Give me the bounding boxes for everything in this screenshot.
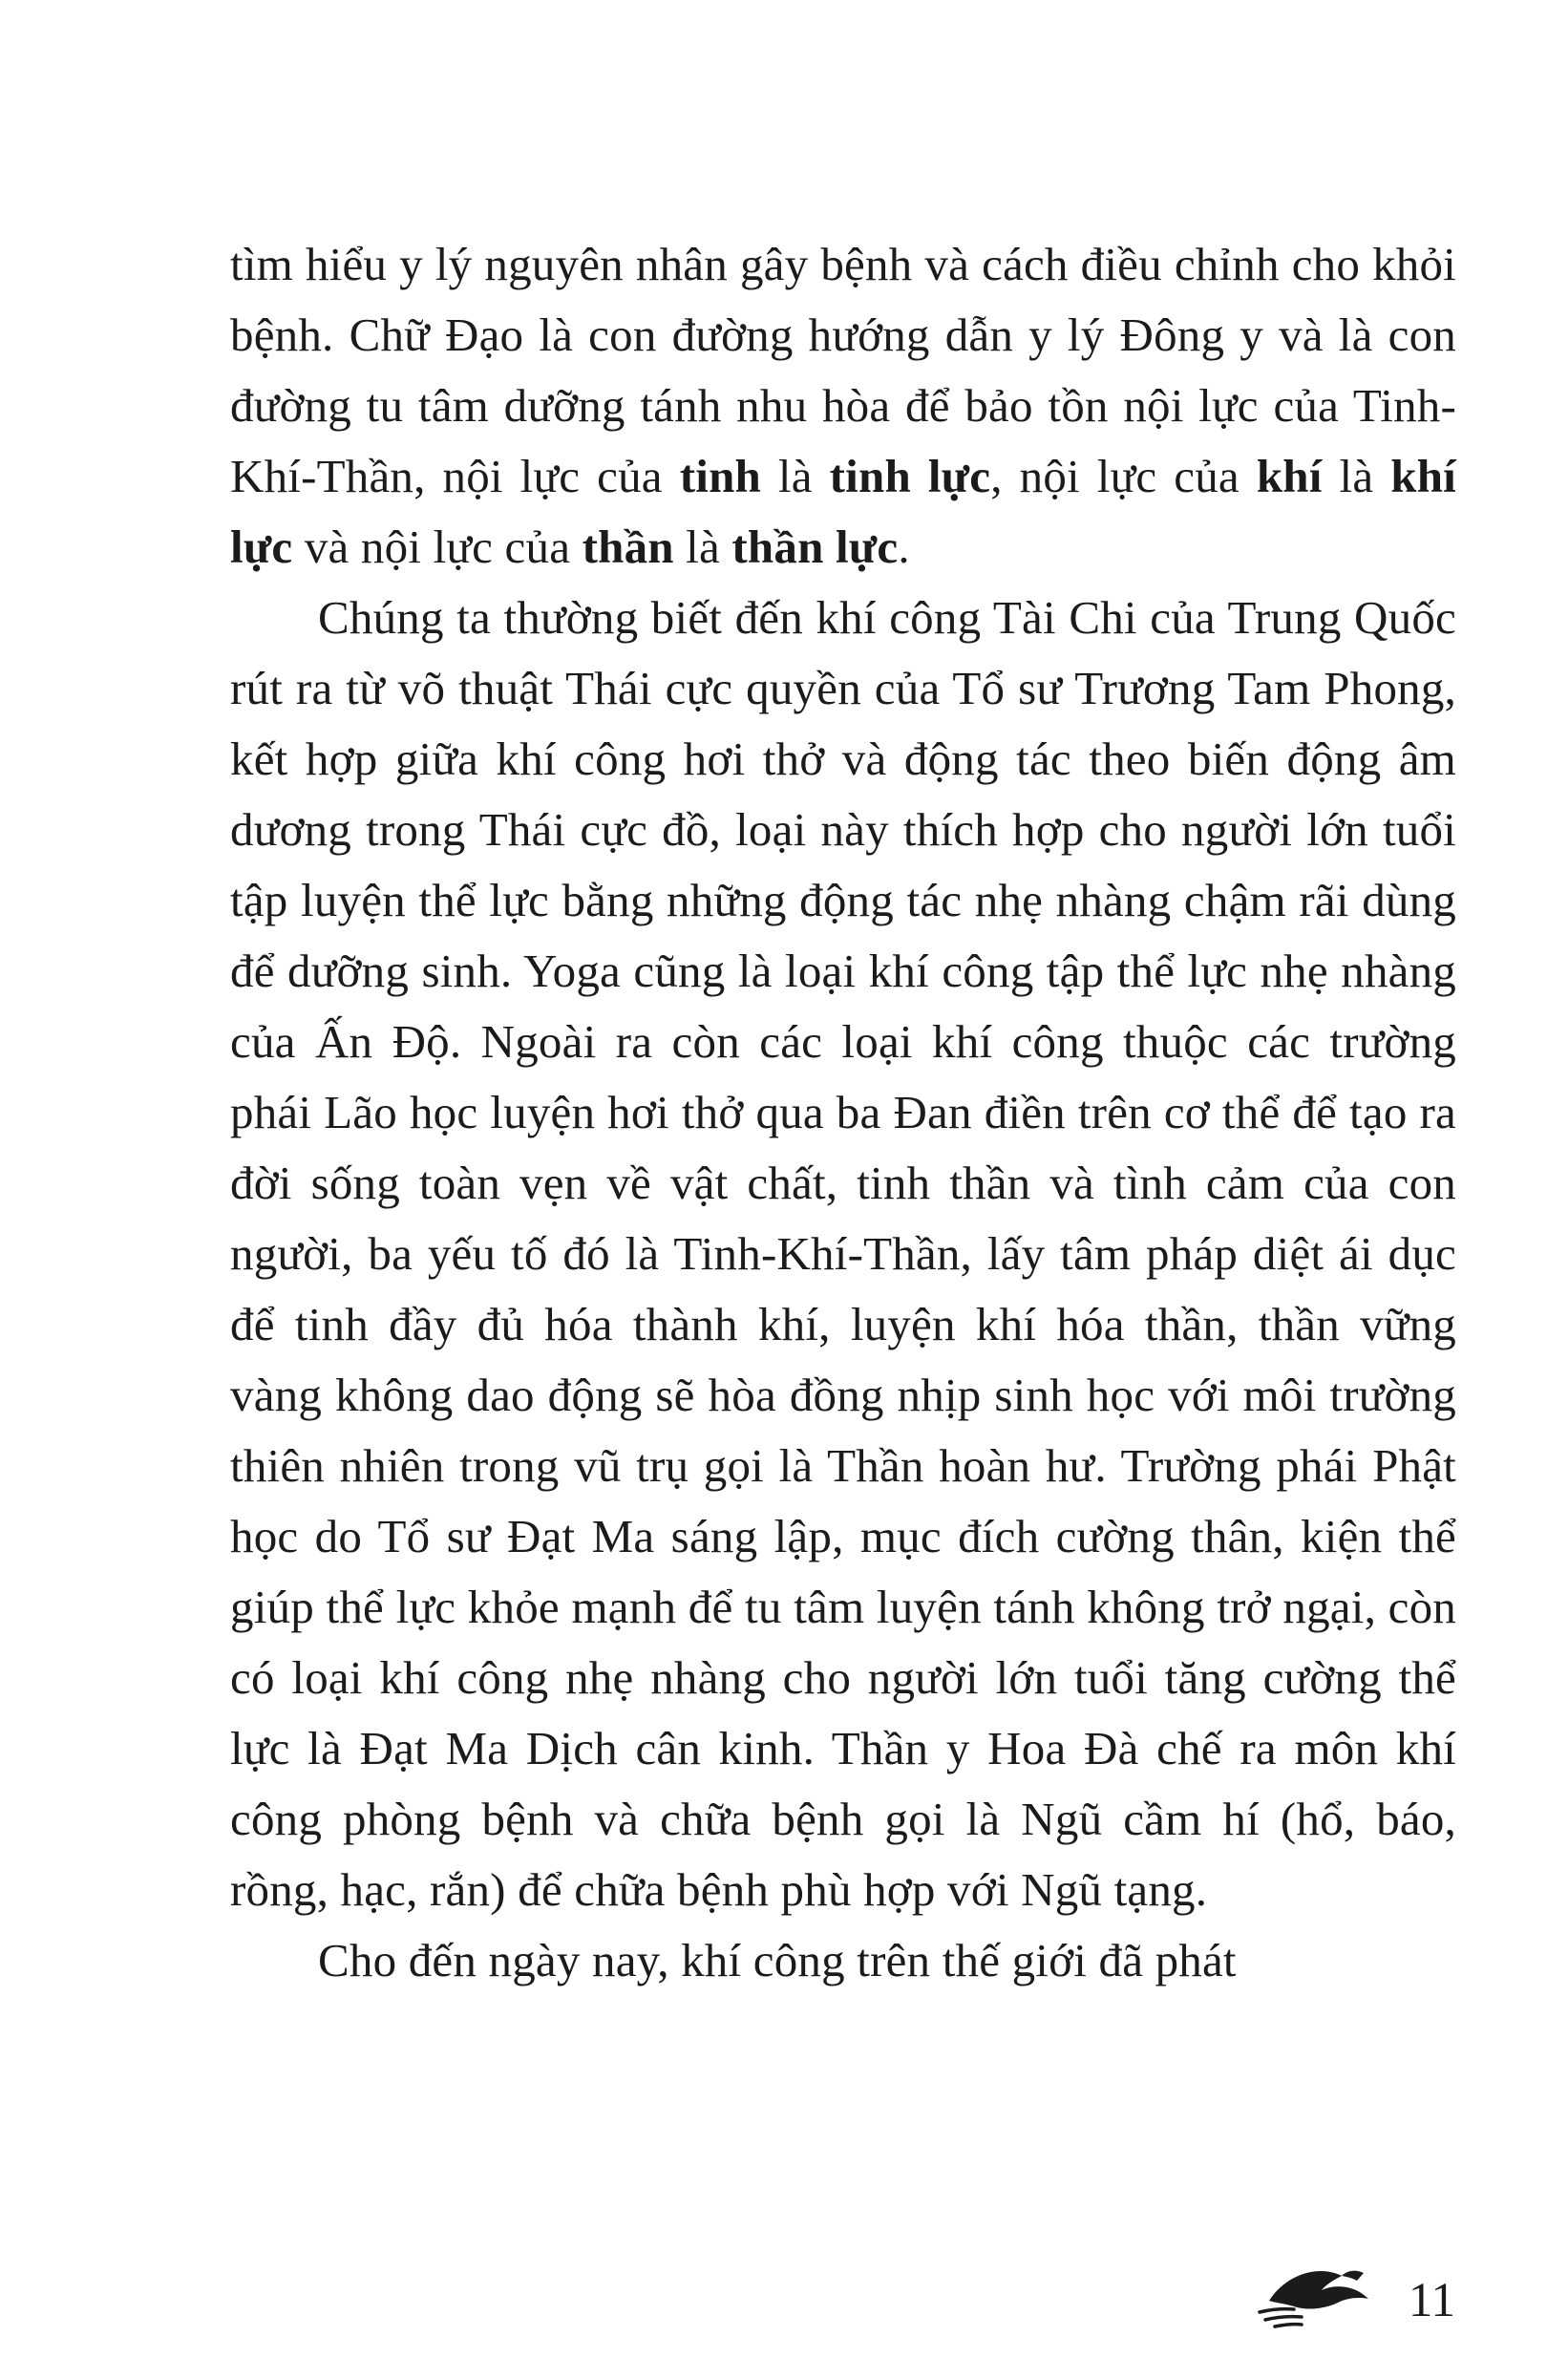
bold-term-than: thần <box>582 520 674 573</box>
text-segment: . <box>898 520 910 573</box>
bird-ornament-icon <box>1252 2257 1386 2333</box>
text-segment: , nội lực của <box>990 450 1257 502</box>
text-segment: là <box>760 450 830 502</box>
paragraph-3: Cho đến ngày nay, khí công trên thế giới đã phát <box>318 1934 1237 1986</box>
page-number: 11 <box>1408 2274 1455 2327</box>
bold-term-khi: khí <box>1256 450 1323 502</box>
paragraph-2: Chúng ta thường biết đến khí công Tài Chi của Trung Quốc rút ra từ võ thuật Thái cực quyền của Tổ sư Trương Tam Phong, kết hợp giữa khí công hơi thở và động tác theo biến động âm dương trong Thái cực đồ, loại này thích hợp cho người lớn tuổi tập luyện thể lực bằng những động tác nhẹ nhàng chậm rãi dùng để dưỡng sinh. Yoga cũng là loại khí công tập thể lực nhẹ nhàng của Ấn Độ. Ngoài ra còn các loại khí công thuộc các trường phái Lão học luyện hơi thở qua ba Đan điền trên cơ thể để tạo ra đời sống toàn vẹn về vật chất, tinh thần và tình cảm của con người, ba yếu tố đó là Tinh-Khí-Thần, lấy tâm pháp diệt ái dục để tinh đầy đủ hóa thành khí, luyện khí hóa thần, thần vững vàng không dao động sẽ hòa đồng nhịp sinh học với môi trường thiên nhiên trong vũ trụ gọi là Thần hoàn hư. Trường phái Phật học do Tổ sư Đạt Ma sáng lập, mục đích cường thân, kiện thể giúp thể lực khỏe mạnh để tu tâm luyện tánh không trở ngại, còn có loại khí công nhẹ nhàng cho người lớn tuổi tăng cường thể lực là Đạt Ma Dịch cân kinh. Thần y Hoa Đà chế ra môn khí công phòng bệnh và chữa bệnh gọi là Ngũ cầm hí (hổ, báo, rồng, hạc, rắn) để chữa bệnh phù hợp với Ngũ tạng. <box>230 591 1456 1916</box>
page-body <box>230 229 1456 1996</box>
bold-term-khi-luc: khí lực <box>230 450 1456 573</box>
paragraph-1 <box>230 229 1456 583</box>
text-segment: là <box>1322 450 1391 502</box>
bold-term-than-luc: thần lực <box>731 520 899 573</box>
text-segment: và nội lực của <box>292 520 583 573</box>
bold-term-tinh: tinh <box>679 450 761 502</box>
bold-term-tinh-luc: tinh lực <box>829 450 991 502</box>
text-segment: là <box>673 520 732 573</box>
text-segment: tìm hiểu y lý nguyên nhân gây bệnh và cách điều chỉnh cho khỏi bệnh. Chữ Đạo là con đường hướng dẫn y lý Đông y và là con đường tu tâm dưỡng tánh nhu hòa để bảo tồn nội lực của Tinh-Khí-Thần, nội lực của <box>230 238 1456 502</box>
page-footer <box>1252 2257 1455 2333</box>
